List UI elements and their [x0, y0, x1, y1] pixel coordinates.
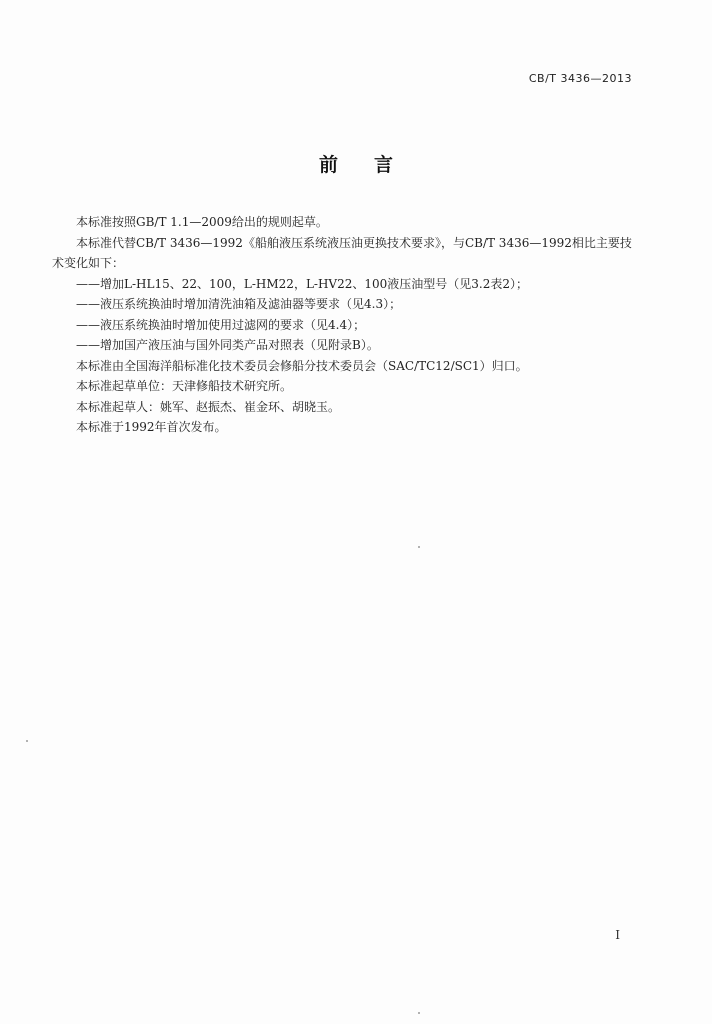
standard-number: CB/T 3436—2013: [528, 72, 632, 85]
paragraph-drafters: 本标准起草人：姚军、赵振杰、崔金环、胡晓玉。: [76, 399, 341, 414]
paragraph-responsible-committee: 本标准由全国海洋船标准化技术委员会修船分技术委员会（SAC/TC12/SC1）归口。: [76, 358, 528, 373]
page-title: 前言: [318, 154, 429, 176]
paragraph-drafting-rules: 本标准按照GB/T 1.1—2009给出的规则起草。: [76, 215, 328, 229]
list-item-comparison-table: ——增加国产液压油与国外同类产品对照表（见附录B）。: [76, 338, 379, 352]
list-item-tank-cleaning: ——液压系统换油时增加清洗油箱及滤油器等要求（见4.3）；: [76, 297, 402, 311]
paragraph-replacement: 本标准代替CB/T 3436—1992《船舶液压系统液压油更换技术要求》，与CB/T 3436—1992相比主要技术变化如下：: [52, 235, 632, 270]
paragraph-first-issue: 本标准于1992年首次发布。: [76, 420, 227, 434]
paragraph-drafting-unit: 本标准起草单位：天津修船技术研究所。: [76, 379, 293, 393]
foreword-body: [52, 212, 636, 438]
list-item-filter-screen: ——液压系统换油时增加使用过滤网的要求（见4.4）；: [76, 317, 366, 332]
scan-speck: [418, 546, 420, 548]
scan-speck: [26, 740, 28, 742]
list-item-oil-types: ——增加L-HL15、22、100，L-HM22，L-HV22、100液压油型号（见3.2表2）；: [76, 276, 528, 291]
page-number: I: [615, 928, 620, 942]
scan-speck: [418, 1012, 420, 1014]
